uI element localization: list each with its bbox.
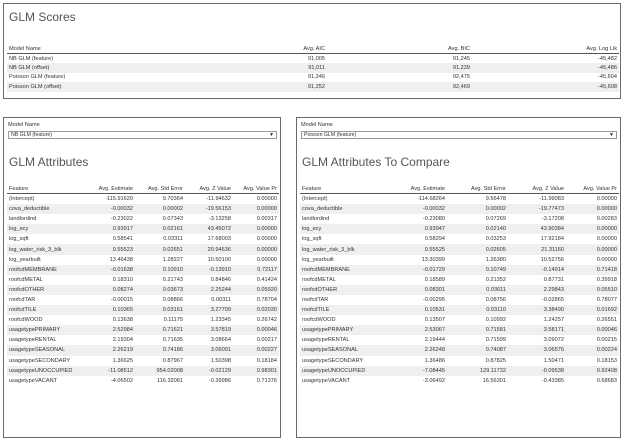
cell-value: 0.07269	[485, 216, 506, 223]
cell-value: 0.00000	[256, 256, 277, 263]
cell-value: 0.10910	[135, 265, 185, 275]
cell-value: -3.06492	[422, 377, 445, 384]
cell-value: -0.23022	[110, 216, 133, 223]
dropdown-value: NB GLM (feature)	[11, 132, 52, 138]
cell-value: -0.01638	[85, 265, 135, 275]
table-row[interactable]	[7, 366, 279, 376]
table-row[interactable]	[7, 234, 279, 244]
table-header-row	[7, 182, 279, 194]
cell-value: 0.08756	[485, 296, 506, 303]
cell-value: 0.00046	[233, 325, 279, 335]
cell-value: 3.06576	[508, 345, 566, 355]
table-row[interactable]	[300, 305, 619, 315]
row-label: usagetypeSEASONAL	[300, 345, 385, 355]
cell-value: -45,486	[472, 63, 619, 72]
row-label: usagetypeUNOCCUPIED	[300, 366, 385, 376]
row-label: roofcdWOOD	[9, 317, 43, 324]
table-row[interactable]	[7, 325, 279, 335]
cell-value: 2.52984	[85, 325, 135, 335]
column-header-feature[interactable]: Feature	[300, 182, 385, 194]
cell-value: -3.13258	[208, 216, 231, 223]
cell-value: 0.00311	[211, 296, 231, 303]
cell-value: 2.26248	[385, 345, 447, 355]
row-label: roofcdTAR	[302, 296, 329, 303]
row-label: usagetypeRENTAL	[9, 337, 57, 344]
cell-value: 0.21743	[162, 276, 183, 283]
cell-value: 0.00000	[596, 236, 617, 243]
cell-value: 0.78704	[256, 296, 277, 303]
row-label: roofcdMETAL	[9, 276, 43, 283]
cell-value: 0.00000	[596, 256, 617, 263]
cell-value: 2.19444	[424, 337, 445, 344]
cell-value: 92,475	[452, 74, 470, 81]
table-row[interactable]	[300, 204, 619, 214]
column-header-feature[interactable]: Feature	[7, 182, 85, 194]
cell-value: 0.00000	[233, 204, 279, 214]
cell-value: 91,005	[307, 55, 325, 62]
cell-value: -0.43385	[541, 377, 564, 384]
cell-value: 0.74186	[135, 345, 185, 355]
row-label: usagetypeSECONDARY	[9, 357, 71, 364]
cell-value: 13.46438	[109, 256, 133, 263]
cell-value: 2.53067	[385, 325, 447, 335]
table-row[interactable]	[300, 335, 619, 345]
cell-value: 1.50471	[543, 357, 564, 364]
cell-value: -45,608	[472, 82, 619, 91]
column-header-avg-z-value[interactable]: Avg. Z Value	[185, 182, 233, 194]
cell-value: 3.27709	[185, 305, 233, 315]
cell-value: 16.56301	[482, 377, 506, 384]
column-header-avg-bic[interactable]: Avg. BIC	[327, 42, 472, 54]
cell-value: -0.00032	[385, 204, 447, 214]
cell-value: 0.41424	[256, 276, 277, 283]
cell-value: -19.56153	[185, 204, 233, 214]
cell-value: 0.93947	[385, 224, 447, 234]
table-row[interactable]	[7, 194, 279, 205]
row-label: (Intercept)	[302, 196, 328, 203]
row-label: roofcdTAR	[9, 296, 36, 303]
cell-value: 0.08301	[385, 285, 447, 295]
table-row[interactable]	[7, 345, 279, 355]
row-label: log_sqft	[9, 236, 29, 243]
glm-attributes-panel	[3, 117, 281, 438]
cell-value: -0.14914	[508, 265, 566, 275]
table-row[interactable]	[300, 194, 619, 205]
table-row[interactable]	[300, 275, 619, 285]
table-row[interactable]	[300, 315, 619, 325]
cell-value: 0.11175	[163, 317, 183, 324]
cell-value: 0.00000	[233, 244, 279, 254]
row-label: roofcdMEMBRANE	[7, 265, 85, 275]
row-label: (Intercept)	[9, 196, 35, 203]
row-label: log_sqft	[302, 236, 322, 243]
cell-value: 0.87825	[485, 357, 506, 364]
cell-value: 3.38490	[508, 305, 566, 315]
cell-value: 3.08664	[210, 337, 231, 344]
table-row[interactable]	[7, 82, 619, 91]
row-label: log_ecy	[300, 224, 385, 234]
glm-attributes-compare-title: GLM Attributes To Compare	[302, 155, 450, 169]
table-row[interactable]	[7, 54, 619, 64]
cell-value: 1.23345	[210, 317, 231, 324]
row-label: usagetypeVACANT	[9, 377, 58, 384]
cell-value: 0.58541	[112, 236, 133, 243]
cell-value: 0.02651	[135, 244, 185, 254]
cell-value: 0.00000	[256, 236, 277, 243]
cell-value: 0.55523	[85, 244, 135, 254]
cell-value: 0.02605	[447, 244, 508, 254]
cell-value: 0.00000	[596, 196, 617, 203]
cell-value: 21.31160	[508, 244, 566, 254]
cell-value: 1.36625	[112, 357, 133, 364]
row-label: landlordind	[302, 216, 330, 223]
glm-attributes-title: GLM Attributes	[9, 155, 89, 169]
cell-value: 0.78077	[596, 296, 617, 303]
row-label: log_water_risk_3_blk	[300, 244, 385, 254]
cell-value: -19.77473	[508, 204, 566, 214]
row-label: log_water_risk_3_blk	[7, 244, 85, 254]
cell-value: 0.03110	[447, 305, 508, 315]
table-row[interactable]	[7, 244, 279, 254]
cell-value: 1.50398	[210, 357, 231, 364]
cell-value: -11.08512	[85, 366, 135, 376]
cell-value: 0.02030	[233, 305, 279, 315]
cell-value: 91,246	[307, 74, 325, 81]
cell-value: 0.00224	[566, 345, 619, 355]
column-header-avg-estimate[interactable]: Avg. Estimate	[85, 182, 135, 194]
cell-value: -0.00295	[422, 296, 445, 303]
cell-value: 0.07343	[162, 216, 183, 223]
table-header-row	[300, 182, 619, 194]
cell-value: 91,245	[452, 55, 470, 62]
cell-value: 43.45072	[185, 224, 233, 234]
table-row[interactable]	[7, 73, 619, 82]
cell-value: 954.02008	[135, 366, 185, 376]
cell-value: 0.10749	[447, 265, 508, 275]
column-header-avg-value-pr[interactable]: Avg. Value Pr	[566, 182, 619, 194]
cell-value: 1.26380	[485, 256, 506, 263]
row-label: roofcdOTHER	[300, 285, 385, 295]
table-row[interactable]	[300, 295, 619, 305]
column-header-avg-aic[interactable]: Avg. AIC	[187, 42, 327, 54]
table-row[interactable]	[300, 234, 619, 244]
cell-value: 2.19304	[112, 337, 133, 344]
cell-value: -0.02129	[185, 366, 233, 376]
cell-value: 0.03673	[135, 285, 185, 295]
cell-value: 0.18184	[256, 357, 277, 364]
cell-value: 20.94636	[185, 244, 233, 254]
cell-value: 0.18589	[424, 276, 445, 283]
cell-value: 0.71635	[162, 337, 183, 344]
cell-value: 0.71599	[485, 337, 506, 344]
row-label: usagetypeSEASONAL	[7, 345, 85, 355]
cell-value: 0.10531	[385, 305, 447, 315]
cell-value: 0.03161	[135, 305, 185, 315]
table-row[interactable]	[300, 224, 619, 234]
model-name-filter-label: Model Name	[8, 122, 40, 128]
cell-value: -0.13910	[185, 265, 233, 275]
row-label: roofcdTILE	[7, 305, 85, 315]
glm-scores-panel	[3, 3, 621, 99]
cell-value: 9.56478	[485, 196, 506, 203]
table-row[interactable]	[7, 63, 619, 72]
cell-value: 0.18153	[596, 357, 617, 364]
cell-value: 0.87967	[162, 357, 183, 364]
cell-value: 0.00002	[447, 204, 508, 214]
table-row[interactable]	[300, 356, 619, 366]
table-row[interactable]	[7, 255, 279, 265]
cell-value: 0.00000	[566, 244, 619, 254]
column-header-avg-std-error[interactable]: Avg. Std Error	[135, 182, 185, 194]
cell-value: 0.98301	[233, 366, 279, 376]
row-label: roofcdWOOD	[302, 317, 336, 324]
table-row[interactable]	[7, 275, 279, 285]
chevron-down-icon[interactable]: ▼	[269, 132, 274, 138]
cell-value: 0.68683	[596, 377, 617, 384]
cell-value: 0.71376	[256, 377, 277, 384]
cell-value: 0.18310	[112, 276, 133, 283]
cell-value: 0.13638	[112, 317, 133, 324]
cell-value: 0.05510	[566, 285, 619, 295]
row-label: cova_deductible	[7, 204, 85, 214]
cell-value: 91,239	[327, 63, 472, 72]
table-row[interactable]	[7, 295, 279, 305]
cell-value: -0.01729	[385, 265, 447, 275]
cell-value: 17.68003	[207, 236, 231, 243]
cell-value: 1.28227	[162, 256, 183, 263]
model-name-dropdown-compare[interactable]	[301, 131, 617, 139]
glm-attributes-table	[7, 182, 279, 386]
table-row[interactable]	[300, 366, 619, 376]
cell-value: 0.39918	[596, 276, 617, 283]
table-row[interactable]	[7, 265, 279, 275]
cell-value: 0.74087	[447, 345, 508, 355]
cell-value: 3.06091	[185, 345, 233, 355]
cell-value: 10.52756	[540, 256, 564, 263]
cell-value: -0.00015	[110, 296, 133, 303]
table-row[interactable]	[7, 285, 279, 295]
cell-value: 0.08866	[162, 296, 183, 303]
table-header-row	[7, 42, 619, 54]
cell-value: 3.58171	[508, 325, 566, 335]
table-row[interactable]	[300, 244, 619, 254]
row-label: usagetypePRIMARY	[300, 325, 385, 335]
cell-value: 0.05920	[233, 285, 279, 295]
cell-value: 0.87731	[543, 276, 564, 283]
cell-value: -0.23080	[422, 216, 445, 223]
model-name-filter-label: Model Name	[301, 122, 333, 128]
table-row[interactable]	[300, 345, 619, 355]
cell-value: 0.00227	[233, 345, 279, 355]
cell-value: 0.55525	[385, 244, 447, 254]
column-header-avg-z-value[interactable]: Avg. Z Value	[508, 182, 566, 194]
column-header-avg-estimate[interactable]: Avg. Estimate	[385, 182, 447, 194]
cell-value: 0.26742	[256, 317, 277, 324]
cell-value: 0.92408	[566, 366, 619, 376]
row-label: landlordind	[9, 216, 37, 223]
cell-value: 91,252	[187, 82, 327, 91]
row-label: cova_deductible	[300, 204, 385, 214]
cell-value: 17.92184	[540, 236, 564, 243]
table-row[interactable]	[7, 214, 279, 224]
cell-value: 0.71621	[135, 325, 185, 335]
cell-value: 91,011	[187, 63, 327, 72]
cell-value: 0.02140	[447, 224, 508, 234]
cell-value: 3.57819	[185, 325, 233, 335]
row-label: roofcdMETAL	[302, 276, 336, 283]
row-label: usagetypeSECONDARY	[302, 357, 364, 364]
cell-value: 3.09072	[543, 337, 564, 344]
cell-value: 0.00283	[596, 216, 617, 223]
cell-value: 92,469	[327, 82, 472, 91]
table-row[interactable]	[300, 325, 619, 335]
table-row[interactable]	[7, 315, 279, 325]
cell-value: 2.26219	[85, 345, 135, 355]
cell-value: 0.03253	[485, 236, 506, 243]
cell-value: 0.58294	[424, 236, 445, 243]
cell-value: 0.03611	[447, 285, 508, 295]
cell-value: -0.02865	[541, 296, 564, 303]
cell-value: 0.00217	[256, 337, 277, 344]
cell-value: 0.00000	[233, 224, 279, 234]
table-row[interactable]	[300, 285, 619, 295]
cell-value: -11.99083	[539, 196, 564, 203]
column-header-avg-value-pr[interactable]: Avg. Value Pr	[233, 182, 279, 194]
cell-value: 2.29843	[508, 285, 566, 295]
cell-value: 1.24257	[543, 317, 564, 324]
cell-value: 0.26551	[596, 317, 617, 324]
dropdown-value: Poisson GLM (feature)	[304, 132, 357, 138]
cell-value: -115.91620	[105, 196, 133, 203]
table-row[interactable]	[300, 214, 619, 224]
model-name-dropdown[interactable]	[8, 131, 277, 139]
table-row[interactable]	[7, 356, 279, 366]
chevron-down-icon[interactable]: ▼	[609, 132, 614, 138]
row-label: roofcdMEMBRANE	[300, 265, 385, 275]
table-row[interactable]	[7, 376, 279, 386]
row-label: log_yearbuilt	[9, 256, 41, 263]
cell-value: 0.00317	[256, 216, 277, 223]
cell-value: 116.32081	[156, 377, 183, 384]
cell-value: 10.50100	[207, 256, 231, 263]
cell-value: 0.93917	[85, 224, 135, 234]
row-label: log_yearbuilt	[302, 256, 334, 263]
cell-value: 0.03311	[163, 236, 183, 243]
row-label: log_ecy	[7, 224, 85, 234]
cell-value: -45,604	[598, 74, 617, 81]
row-label: Poisson GLM (feature)	[9, 74, 66, 81]
glm-attributes-compare-panel	[296, 117, 621, 438]
table-row[interactable]	[7, 204, 279, 214]
row-label: NB GLM (offset)	[7, 63, 187, 72]
table-row[interactable]	[300, 376, 619, 386]
cell-value: 0.71418	[566, 265, 619, 275]
cell-value: 0.02161	[135, 224, 185, 234]
glm-attributes-compare-table	[300, 182, 619, 386]
table-row[interactable]	[7, 305, 279, 315]
row-label: Poisson GLM (offset)	[7, 82, 187, 91]
cell-value: 0.00000	[256, 196, 277, 203]
row-label: usagetypeRENTAL	[302, 337, 350, 344]
cell-value: 43.90384	[508, 224, 566, 234]
cell-value: -7.08445	[385, 366, 447, 376]
cell-value: -114.68264	[417, 196, 445, 203]
cell-value: 0.10992	[485, 317, 506, 324]
cell-value: 0.08274	[85, 285, 135, 295]
cell-value: 0.00002	[135, 204, 185, 214]
cell-value: 0.72117	[233, 265, 279, 275]
cell-value: 2.25244	[185, 285, 233, 295]
cell-value: -0.00032	[85, 204, 135, 214]
cell-value: -4.06502	[110, 377, 133, 384]
cell-value: 0.71581	[447, 325, 508, 335]
table-row[interactable]	[300, 265, 619, 275]
row-label: roofcdTILE	[300, 305, 385, 315]
table-row[interactable]	[7, 335, 279, 345]
column-header-avg-std-error[interactable]: Avg. Std Error	[447, 182, 508, 194]
cell-value: 0.00000	[566, 204, 619, 214]
cell-value: 0.21352	[485, 276, 506, 283]
column-header-model-name[interactable]: Model Name	[7, 42, 187, 54]
cell-value: 1.36486	[424, 357, 445, 364]
cell-value: 0.00000	[566, 224, 619, 234]
table-row[interactable]	[300, 255, 619, 265]
cell-value: -0.39986	[208, 377, 231, 384]
cell-value: -0.09538	[508, 366, 566, 376]
cell-value: 13.30399	[421, 256, 445, 263]
table-row[interactable]	[7, 224, 279, 234]
cell-value: 0.10365	[85, 305, 135, 315]
cell-value: -3.17208	[541, 216, 564, 223]
row-label: usagetypeVACANT	[302, 377, 351, 384]
cell-value: -45,482	[598, 55, 617, 62]
cell-value: 0.00046	[566, 325, 619, 335]
row-label: NB GLM (feature)	[9, 55, 54, 62]
cell-value: 0.01692	[566, 305, 619, 315]
cell-value: 0.84846	[210, 276, 231, 283]
cell-value: 0.13507	[424, 317, 445, 324]
row-label: usagetypeUNOCCUPIED	[7, 366, 85, 376]
cell-value: 0.00215	[596, 337, 617, 344]
glm-scores-title: GLM Scores	[9, 10, 76, 24]
row-label: roofcdOTHER	[7, 285, 85, 295]
column-header-avg-log-lik[interactable]: Avg. Log Lik	[472, 42, 619, 54]
cell-value: -11.94632	[206, 196, 231, 203]
cell-value: 129.11732	[447, 366, 508, 376]
cell-value: 9.70364	[162, 196, 183, 203]
glm-scores-table	[7, 42, 619, 92]
row-label: usagetypePRIMARY	[7, 325, 85, 335]
